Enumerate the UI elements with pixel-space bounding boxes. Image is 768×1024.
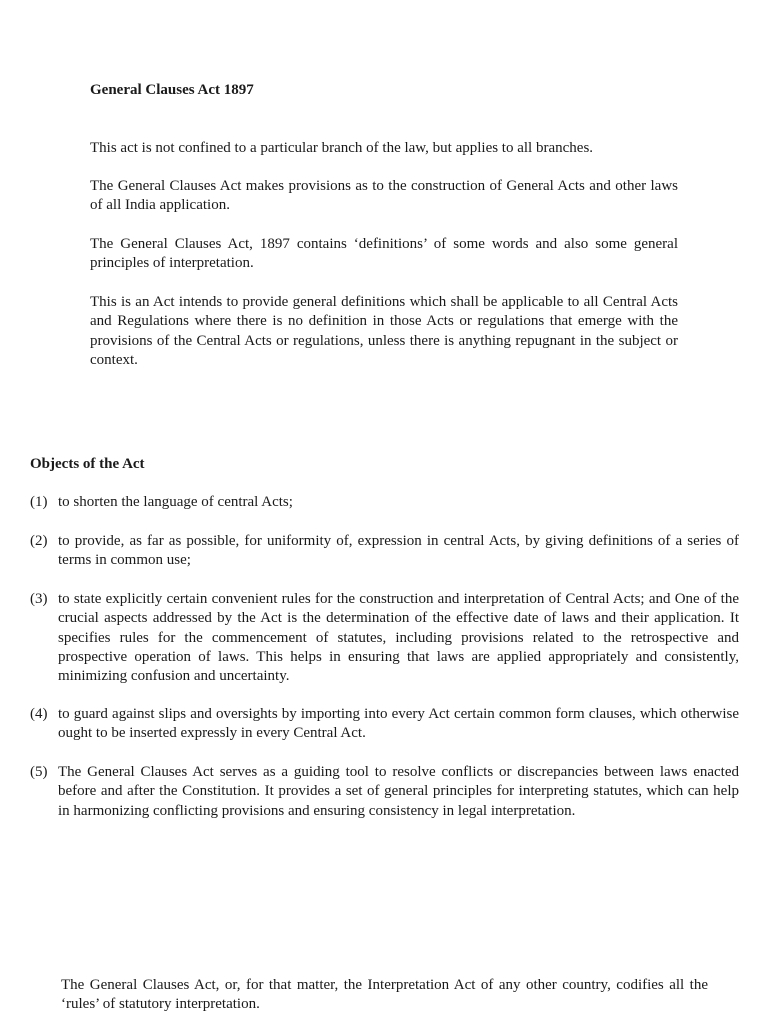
intro-paragraph-1: This act is not confined to a particular branch of the law, but applies to all branches. bbox=[90, 140, 594, 156]
intro-paragraph-2: The General Clauses Act makes provisions as to the construction of General Acts and other laws of all India application. bbox=[90, 178, 678, 214]
list-item-text: to shorten the language of central Acts; bbox=[58, 494, 293, 510]
intro-paragraph-4: This is an Act intends to provide general definitions which shall be applicable to all Central Acts and Regulations where there is no definition in those Acts or regulations that emerge with the provisions of the Central Acts or regulations, unless there is anything repugnant in the subject or context. bbox=[90, 294, 678, 368]
list-item-number: (3) bbox=[30, 591, 48, 607]
objects-list-item bbox=[30, 705, 739, 744]
list-item-text: to guard against slips and oversights by importing into every Act certain common form clauses, which otherwise ought to be inserted expressly in every Central Act. bbox=[58, 706, 739, 742]
objects-list-item bbox=[30, 590, 739, 686]
intro-paragraph-3: The General Clauses Act, 1897 contains ‘definitions’ of some words and also some general principles of interpretation. bbox=[90, 236, 678, 272]
objects-list-item bbox=[30, 532, 739, 571]
list-item-number: (1) bbox=[30, 494, 48, 510]
list-item-text: The General Clauses Act serves as a guiding tool to resolve conflicts or discrepancies between laws enacted before and after the Constitution. It provides a set of general principles for interpreting statutes, which can help in harmonizing conflicting provisions and ensuring consistency in legal interpretation. bbox=[58, 764, 739, 819]
list-item-number: (5) bbox=[30, 764, 48, 780]
list-item-number: (4) bbox=[30, 706, 48, 722]
list-item-text: to provide, as far as possible, for uniformity of, expression in central Acts, by giving definitions of a series of terms in common use; bbox=[58, 533, 739, 569]
objects-list-item bbox=[30, 763, 739, 821]
objects-list-item bbox=[30, 493, 739, 512]
list-item-text: to state explicitly certain convenient rules for the construction and interpretation of Central Acts; and One of the crucial aspects addressed by the Act is the determination of the effective date of laws and their application. It specifies rules for the commencement of statutes, including provisions related to the retrospective and prospective operation of laws. This helps in ensuring that laws are applied appropriately and consistently, minimizing confusion and uncertainty. bbox=[58, 591, 739, 685]
document-title: General Clauses Act 1897 bbox=[90, 82, 254, 98]
closing-paragraph: The General Clauses Act, or, for that matter, the Interpretation Act of any other country, codifies all the ‘rules’ of statutory interpretation. bbox=[61, 977, 708, 1013]
list-item-number: (2) bbox=[30, 533, 48, 549]
objects-heading: Objects of the Act bbox=[30, 456, 145, 472]
